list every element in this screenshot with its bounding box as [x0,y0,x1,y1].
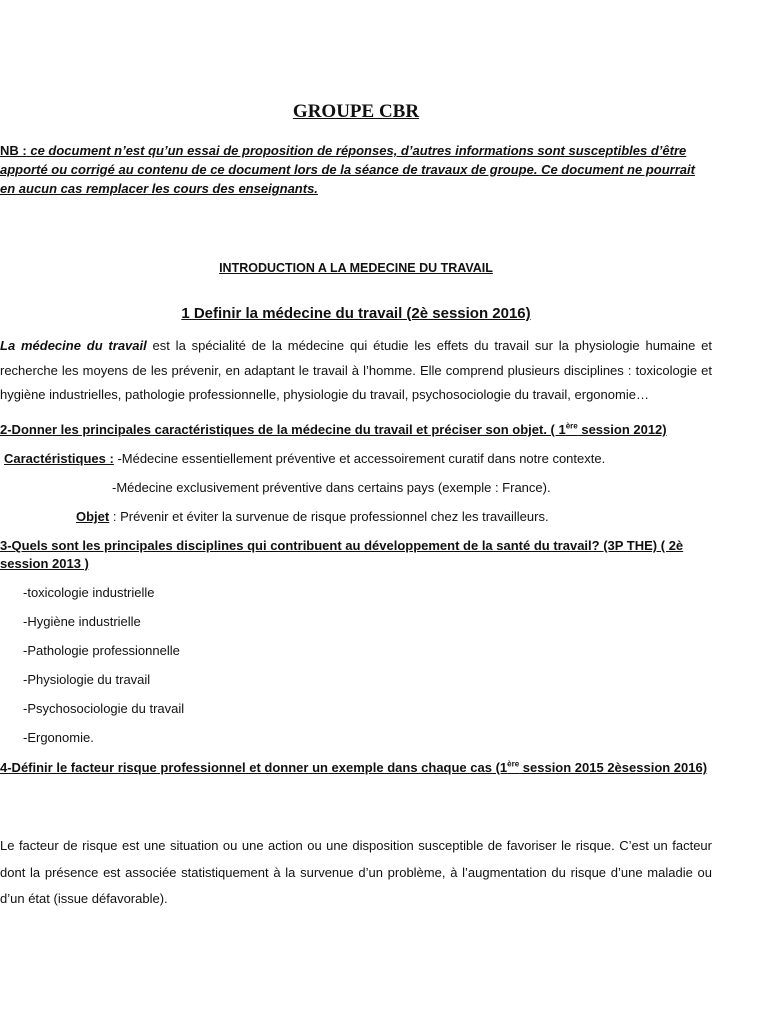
list-item: -Ergonomie. [23,730,94,745]
objet-text: : Prévenir et éviter la survenue de risque professionnel chez les travailleurs. [109,509,549,524]
objet-label: Objet [76,509,110,524]
nb-text: ce document n’est qu’un essai de proposition de réponses, d’autres informations sont susceptibles d’être apporté ou corrigé au contenu de ce document lors de la séance de travaux de groupe. Ce document ne pourrait en aucun cas remplacer les cours des enseignants. [0,143,695,196]
list-item: -Hygiène industrielle [23,614,141,629]
caracteristiques-line-1 [4,450,605,468]
list-item: -Physiologie du travail [23,672,151,687]
definition-text: est la spécialité de la médecine qui étudie les effets du travail sur la physiologie humaine et recherche les moyens de les prévenir, en adaptant le travail à l’homme. Elle comprend plusieurs disciplines : toxicologie et hygiène industrielles, pathologie professionnelle, physiologie du travail, psychosociologie du travail, ergonomie… [0,338,712,402]
question-1-answer [0,334,712,408]
question-4-answer: Le facteur de risque est une situation ou une action ou une disposition susceptible de favoriser le risque. C’est un facteur dont la présence est associée statistiquement à la survenue d’un problème, à l’augmentation du risque d’une maladie ou d’un état (issue défavorable). [0,838,712,906]
caracteristiques-line-2: -Médecine exclusivement préventive dans certains pays (exemple : France). [112,480,551,495]
question-4-heading-end: session 2015 2èsession 2016) [519,760,708,775]
question-2-heading-end: session 2012) [577,422,667,437]
question-2-heading [0,421,712,439]
question-4-heading [0,759,712,777]
question-3-heading: 3-Quels sont les principales disciplines qui contribuent au développement de la santé du travail? (3P THE) ( 2è session 2013 ) [0,538,684,571]
list-item: -Pathologie professionnelle [23,643,180,658]
definition-term: La médecine du travail [0,338,147,353]
list-item: -Psychosociologie du travail [23,701,185,716]
objet-line [76,508,549,526]
document-title: GROUPE CBR [292,101,420,122]
question-1-heading: 1 Definir la médecine du travail (2è session 2016) [181,305,531,322]
question-4-heading-text: 4-Définir le facteur risque professionnel et donner un exemple dans chaque cas (1 [0,760,508,775]
nb-disclaimer [0,141,712,198]
question-4-heading-sup: ère [507,759,520,769]
section-title: INTRODUCTION A LA MEDECINE DU TRAVAIL [219,261,493,275]
caracteristiques-label: Caractéristiques : [4,451,114,466]
list-item: -toxicologie industrielle [23,585,155,600]
question-2-heading-text: 2-Donner les principales caractéristiques de la médecine du travail et préciser son objet. ( 1 [0,422,566,437]
question-2-heading-sup: ère [565,421,578,431]
nb-label: NB : [0,143,27,158]
caracteristiques-text-1: -Médecine essentiellement préventive et accessoirement curatif dans notre contexte. [113,451,606,466]
